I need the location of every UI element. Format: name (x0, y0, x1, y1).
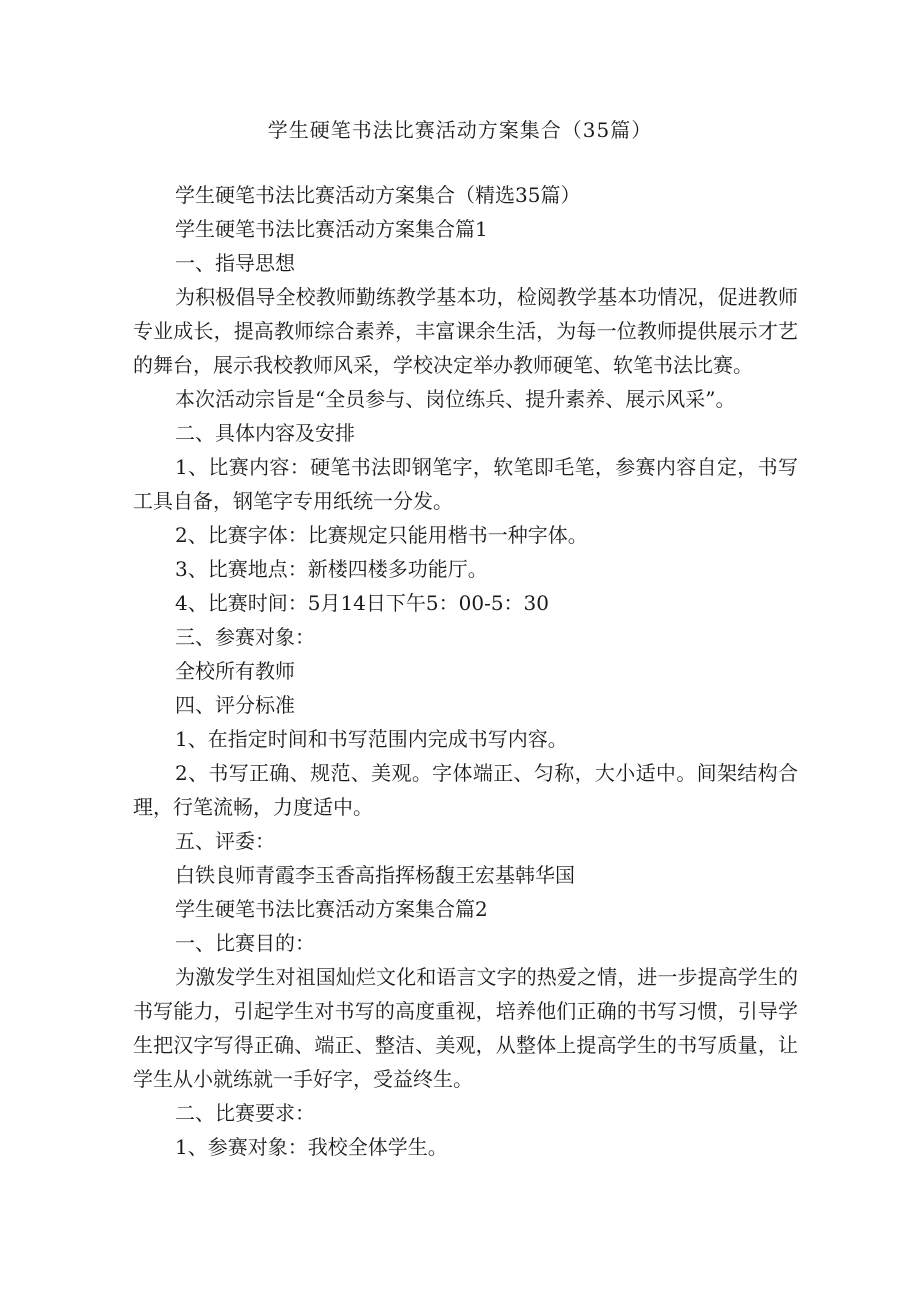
paragraph-competition-goal: 为激发学生对祖国灿烂文化和语言文字的热爱之情，进一步提高学生的书写能力，引起学生对书写的高度重视，培养他们正确的书写习惯，引导学生把汉字写得正确、端正、整洁、美观，从整体上提高学生的书写质量，让学生从小就练就一手好字，受益终生。 (133, 965, 798, 1091)
document-title: 学生硬笔书法比赛活动方案集合（35篇） (267, 118, 653, 142)
heading-competition-goal: 一、比赛目的： (175, 931, 315, 955)
paragraph-participants: 全校所有教师 (175, 659, 295, 683)
item-scoring-2: 2、书写正确、规范、美观。字体端正、匀称，大小适中。间架结构合理，行笔流畅，力度适中。 (133, 761, 798, 819)
document-body (133, 178, 798, 1164)
paragraph-purpose: 本次活动宗旨是“全员参与、岗位练兵、提升素养、展示风采”。 (175, 387, 736, 411)
heading-competition-requirements: 二、比赛要求： (175, 1101, 315, 1125)
heading-guiding-ideology: 一、指导思想 (175, 251, 295, 275)
heading-scoring-criteria: 四、评分标准 (175, 693, 295, 717)
paragraph-judges: 白铁良师青霞李玉香高指挥杨馥王宏基韩华国 (175, 863, 575, 887)
heading-content-arrangement: 二、具体内容及安排 (175, 421, 355, 445)
subtitle: 学生硬笔书法比赛活动方案集合（精选35篇） (175, 183, 581, 207)
heading-participants: 三、参赛对象： (175, 625, 315, 649)
heading-judges: 五、评委： (175, 829, 275, 853)
section-heading-1: 学生硬笔书法比赛活动方案集合篇1 (175, 217, 488, 241)
item-competition-location: 3、比赛地点：新楼四楼多功能厅。 (175, 557, 488, 581)
item-competition-font: 2、比赛字体：比赛规定只能用楷书一种字体。 (175, 523, 588, 547)
item-competition-content: 1、比赛内容：硬笔书法即钢笔字，软笔即毛笔，参赛内容自定，书写工具自备，钢笔字专用纸统一分发。 (133, 455, 798, 513)
item-scoring-1: 1、在指定时间和书写范围内完成书写内容。 (175, 727, 568, 751)
item-participants-students: 1、参赛对象：我校全体学生。 (175, 1135, 448, 1159)
section-heading-2: 学生硬笔书法比赛活动方案集合篇2 (175, 897, 488, 921)
paragraph-guiding-ideology: 为积极倡导全校教师勤练教学基本功，检阅教学基本功情况，促进教师专业成长，提高教师综合素养，丰富课余生活，为每一位教师提供展示才艺的舞台，展示我校教师风采，学校决定举办教师硬笔、软笔书法比赛。 (133, 285, 798, 377)
item-competition-time: 4、比赛时间：5月14日下午5：00-5：30 (175, 591, 550, 615)
